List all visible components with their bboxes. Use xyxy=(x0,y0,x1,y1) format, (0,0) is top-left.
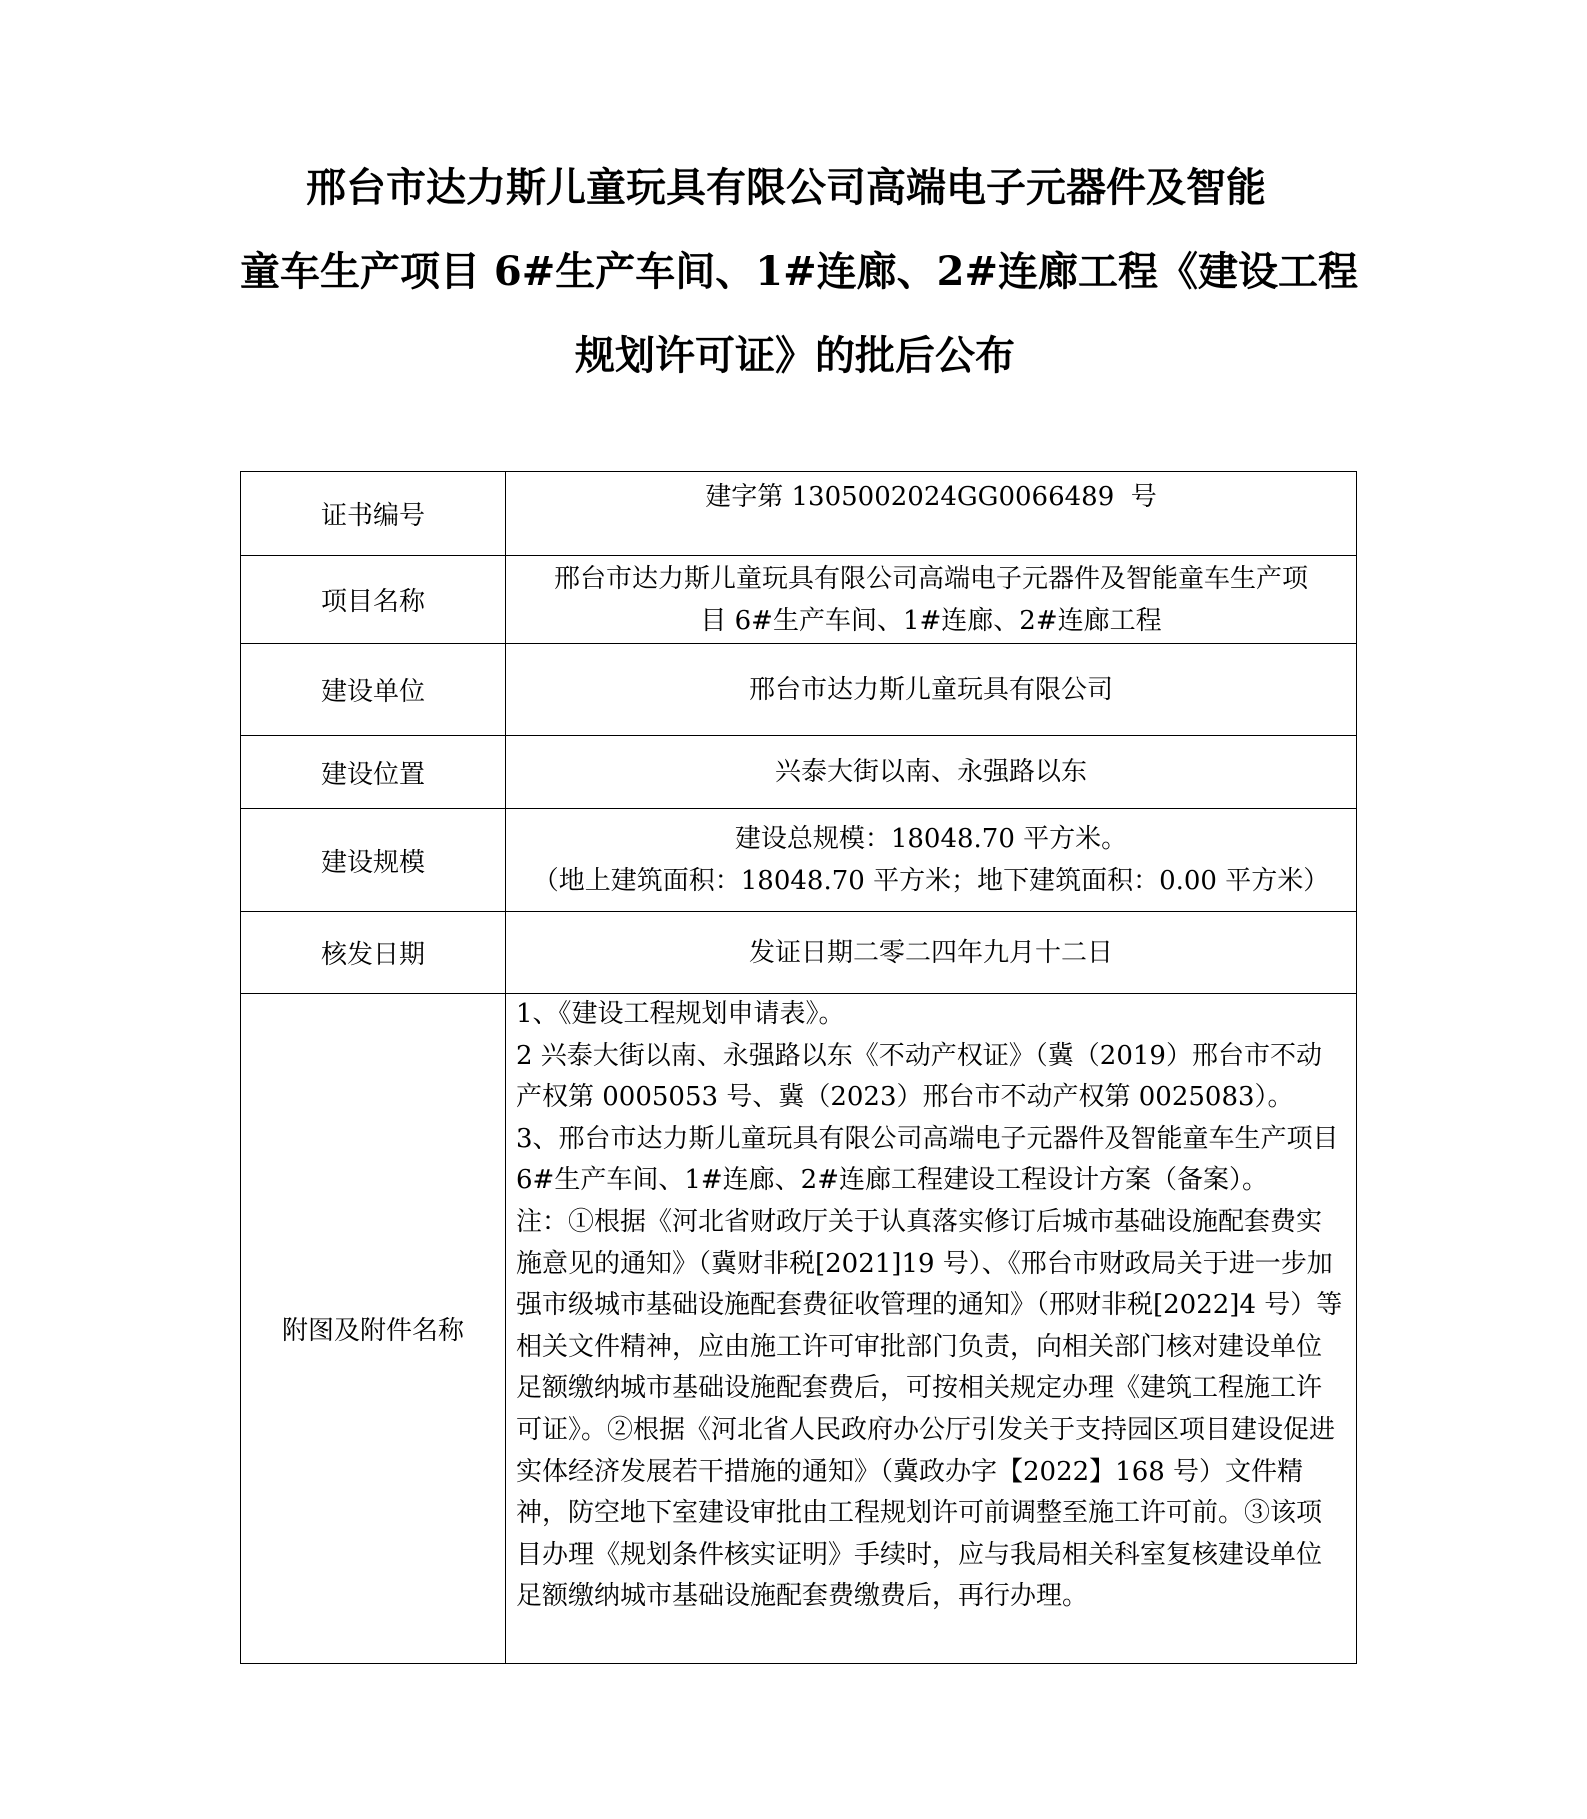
permit-info-table xyxy=(240,471,1357,1664)
value-line: 邢台市达力斯儿童玩具有限公司高端电子元器件及智能童车生产项 xyxy=(553,563,1308,594)
value-line: 目 6#生产车间、1#连廊、2#连廊工程 xyxy=(700,605,1162,636)
table-row-project-name xyxy=(241,556,1357,644)
title-line-2: 童车生产项目 6#生产车间、1#连廊、2#连廊工程《建设工程 xyxy=(240,248,1358,295)
construction-location-value xyxy=(506,736,1357,809)
value-line: 兴泰大街以南、永强路以东 xyxy=(774,757,1087,787)
attachment-note: 注：①根据《河北省财政厅关于认真落实修订后城市基础设施配套费实施意见的通知》（冀财非税[2021]19 号）、《邢台市财政局关于进一步加强市级城市基础设施配套费征收管理的通知》（邢财非税[2022]4 号）等相关文件精神，应由施工许可审批部门负责，向相关部门核对建设单位足额缴纳城市基础设施配套费后，可按相关规定办理《建筑工程施工许可证》。②根据《河北省人民政府办公厅引发关于支持园区项目建设促进实体经济发展若干措施的通知》（冀政办字【2022】168 号）文件精神，防空地下室建设审批由工程规划许可前调整至施工许可前。③该项目办理《规划条件核实证明》手续时，应与我局相关科室复核建设单位足额缴纳城市基础设施配套费缴费后，再行办理。 xyxy=(516,1206,1343,1612)
title-line-3: 规划许可证》的批后公布 xyxy=(575,332,1015,379)
row-label: 核发日期 xyxy=(241,912,506,994)
attachment-item: 3、邢台市达力斯儿童玩具有限公司高端电子元器件及智能童车生产项目 6#生产车间、1#连廊、2#连廊工程建设工程设计方案（备案）。 xyxy=(516,1123,1339,1196)
table-row-certificate-number xyxy=(241,472,1357,556)
value-line: 建字第 1305002024GG0066489 号 xyxy=(705,482,1157,512)
attachment-item: 1、《建设工程规划申请表》。 xyxy=(516,999,845,1029)
title-line-1: 邢台市达力斯儿童玩具有限公司高端电子元器件及智能 xyxy=(306,164,1266,211)
row-label: 建设位置 xyxy=(241,736,506,809)
construction-unit-value xyxy=(506,644,1357,736)
document-title xyxy=(240,146,1358,398)
table-row-attachments xyxy=(241,994,1357,1664)
value-line: 发证日期二零二四年九月十二日 xyxy=(748,937,1113,968)
table-row-construction-unit xyxy=(241,644,1357,736)
project-name-value xyxy=(506,556,1357,644)
construction-scale-value xyxy=(506,809,1357,912)
row-label: 证书编号 xyxy=(241,472,506,556)
value-line: 建设总规模：18048.70 平方米。 xyxy=(734,824,1128,854)
attachment-item: 2 兴泰大街以南、永强路以东《不动产权证》（冀（2019）邢台市不动产权第 0005053 号、冀（2023）邢台市不动产权第 0025083）。 xyxy=(516,1040,1322,1113)
row-label: 建设单位 xyxy=(241,644,506,736)
issue-date-value xyxy=(506,912,1357,994)
row-label: 项目名称 xyxy=(241,556,506,644)
value-line: 邢台市达力斯儿童玩具有限公司 xyxy=(748,674,1113,705)
table-row-construction-scale xyxy=(241,809,1357,912)
table-row-issue-date xyxy=(241,912,1357,994)
certificate-number-value xyxy=(506,472,1357,556)
row-label: 建设规模 xyxy=(241,809,506,912)
row-label: 附图及附件名称 xyxy=(241,994,506,1664)
table-row-construction-location xyxy=(241,736,1357,809)
value-line: （地上建筑面积：18048.70 平方米；地下建筑面积：0.00 平方米） xyxy=(532,866,1330,896)
attachments-list xyxy=(506,994,1357,1664)
